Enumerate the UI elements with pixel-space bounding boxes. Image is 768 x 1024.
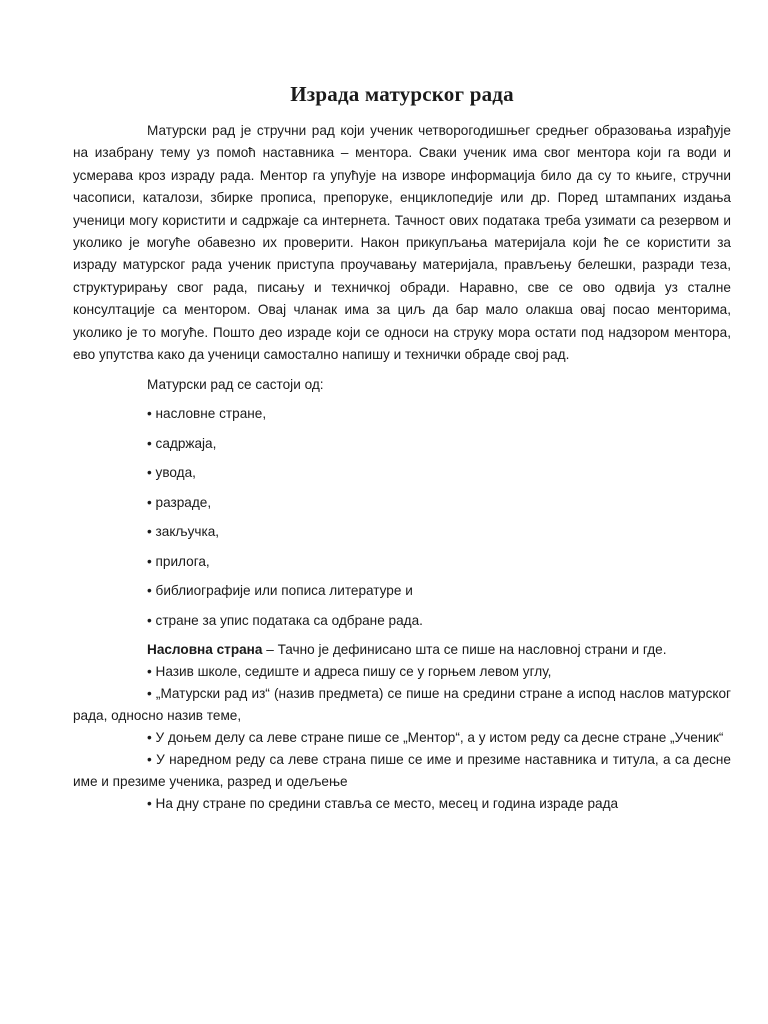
- title-page-description: – Тачно је дефинисано шта се пише на насловној страни и где.: [262, 642, 667, 658]
- list-item: • садржаја,: [147, 435, 217, 451]
- title-page-item: • У наредном реду са леве страна пише се име и презиме наставника и титула, а са десне име и презиме ученика, разред и одељење: [73, 752, 731, 790]
- document-page: [73, 82, 731, 815]
- list-item: • прилога,: [147, 553, 210, 569]
- title-page-item: • Назив школе, седиште и адреса пишу се у горњем левом углу,: [147, 664, 552, 680]
- title-page-item: • „Матурски рад из“ (назив предмета) се пише на средини стране а испод наслов матурског рада, односно назив теме,: [73, 686, 731, 724]
- document-title: Израда матурског рада: [290, 82, 514, 106]
- title-page-item: • На дну стране по средини ставља се место, месец и година израде рада: [147, 796, 619, 812]
- title-page-item: • У доњем делу са леве стране пише се „Ментор“, а у истом реду са десне стране „Ученик“: [147, 730, 724, 746]
- list-item: • насловне стране,: [147, 406, 267, 422]
- list-item: • стране за упис података са одбране рада.: [147, 612, 423, 628]
- list-item: • библиографије или пописа литературе и: [147, 583, 413, 599]
- title-page-section: [73, 639, 731, 661]
- title-page-heading: Насловна страна: [147, 642, 263, 658]
- intro-paragraph: Матурски рад је стручни рад који ученик четворогодишњег средњег образовања израђује на изабрану тему уз помоћ наставника – ментора. Сваки ученик има свог ментора који га води и усмерава кроз израду рада. Ментор га упућује на изворе информација било да су то књиге, стручни часописи, каталози, збирке прописа, препоруке, енциклопедије или др. Поред штампаних издања ученици могу користити и садржаје са интернета. Тачност ових података треба узимати са резервом и уколико је могуће обавезно их проверити. Након прикупљања материјала који ће се користити за израду матурског рада ученик приступа проучавању материјала, прављењу белешки, разради теза, структурирању свог рада, писању и техничкој обради. Наравно, све се ово одвија уз сталне консултације са ментором. Овај чланак има за циљ да бар мало олакша овај посао менторима, уколико је то могуће. Пошто део израде који се односи на струку мора остати под надзором ментора, ево упутства како да ученици самостално напишу и технички обраде свој рад.: [73, 123, 731, 363]
- list-item: • закључка,: [147, 524, 220, 540]
- consists-of-line: Матурски рад се састоји од:: [147, 376, 324, 392]
- list-item: • разраде,: [147, 494, 212, 510]
- list-item: • увода,: [147, 465, 196, 481]
